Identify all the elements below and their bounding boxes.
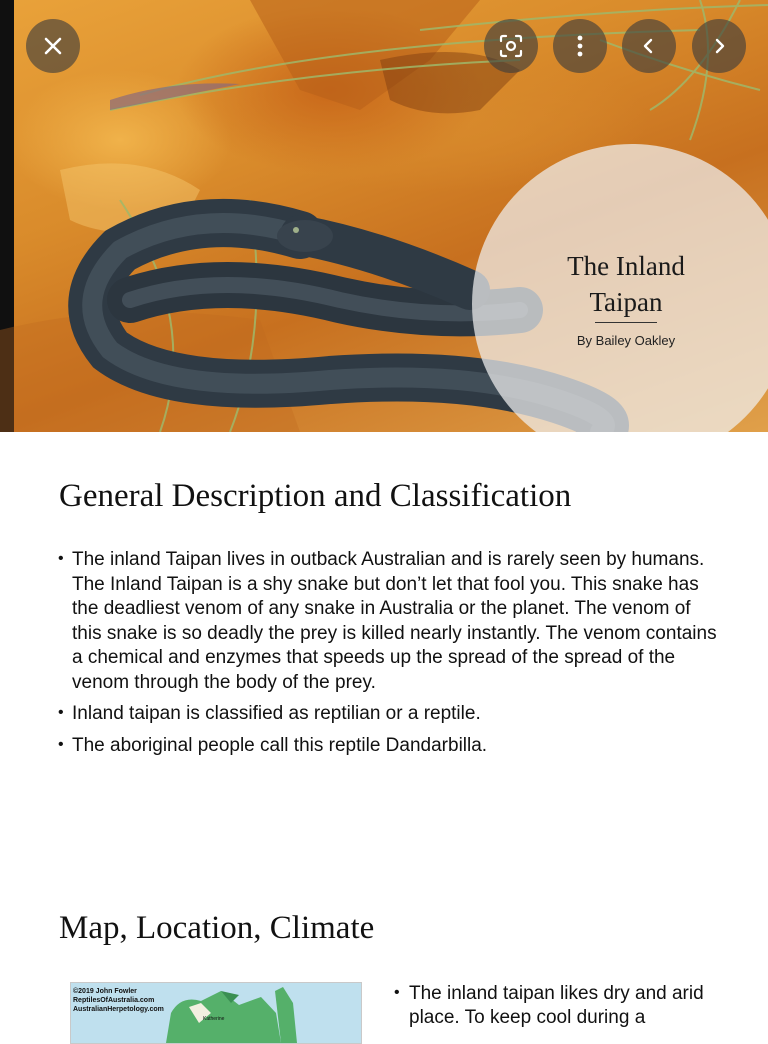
map-credit-line: ReptilesOfAustralia.com [73,997,155,1004]
more-options-button[interactable] [553,19,607,73]
map-town-label: Katherine [203,1016,225,1022]
bullet-item: • The aboriginal people call this reptile Dandarbilla. [58,734,718,759]
chevron-right-icon [710,37,728,55]
bullet-list [394,982,724,1030]
slide-general-description [0,432,768,864]
slide-heading: General Description and Classification [59,478,572,514]
next-button[interactable] [692,19,746,73]
previous-button[interactable] [622,19,676,73]
bullet-item: • The inland taipan likes dry and arid place. To keep cool during a [394,982,724,1030]
hero-slide-image [0,0,768,432]
australia-map-image [70,982,362,1044]
title-divider [595,322,657,323]
bullet-list [58,548,718,765]
bullet-item: • The inland Taipan lives in outback Australian and is rarely seen by humans. The Inland Taipan is a shy snake but don’t let that fool you. This snake has the deadliest venom of any snake in Australia or the planet. The venom of this snake is so deadly the prey is killed nearly instantly. The venom contains a chemical and enzymes that speeds up the spread of the spread of the venom through the body of the prey. [58,548,718,695]
slide-heading: Map, Location, Climate [59,910,375,946]
lens-button[interactable] [484,19,538,73]
map-credit-line: AustralianHerpetology.com [73,1006,164,1013]
lens-icon [498,33,524,59]
slide-author: By Bailey Oakley [576,333,676,348]
map-credit-line: ©2019 John Fowler [73,988,137,995]
close-button[interactable] [26,19,80,73]
map-credit [73,987,164,1014]
slide-title: The Inland Taipan [567,251,685,317]
slide-map-location-climate [0,864,768,1028]
chevron-left-icon [640,37,658,55]
more-vert-icon [575,34,585,58]
close-icon [41,34,65,58]
bullet-item: • Inland taipan is classified as reptilian or a reptile. [58,702,718,727]
